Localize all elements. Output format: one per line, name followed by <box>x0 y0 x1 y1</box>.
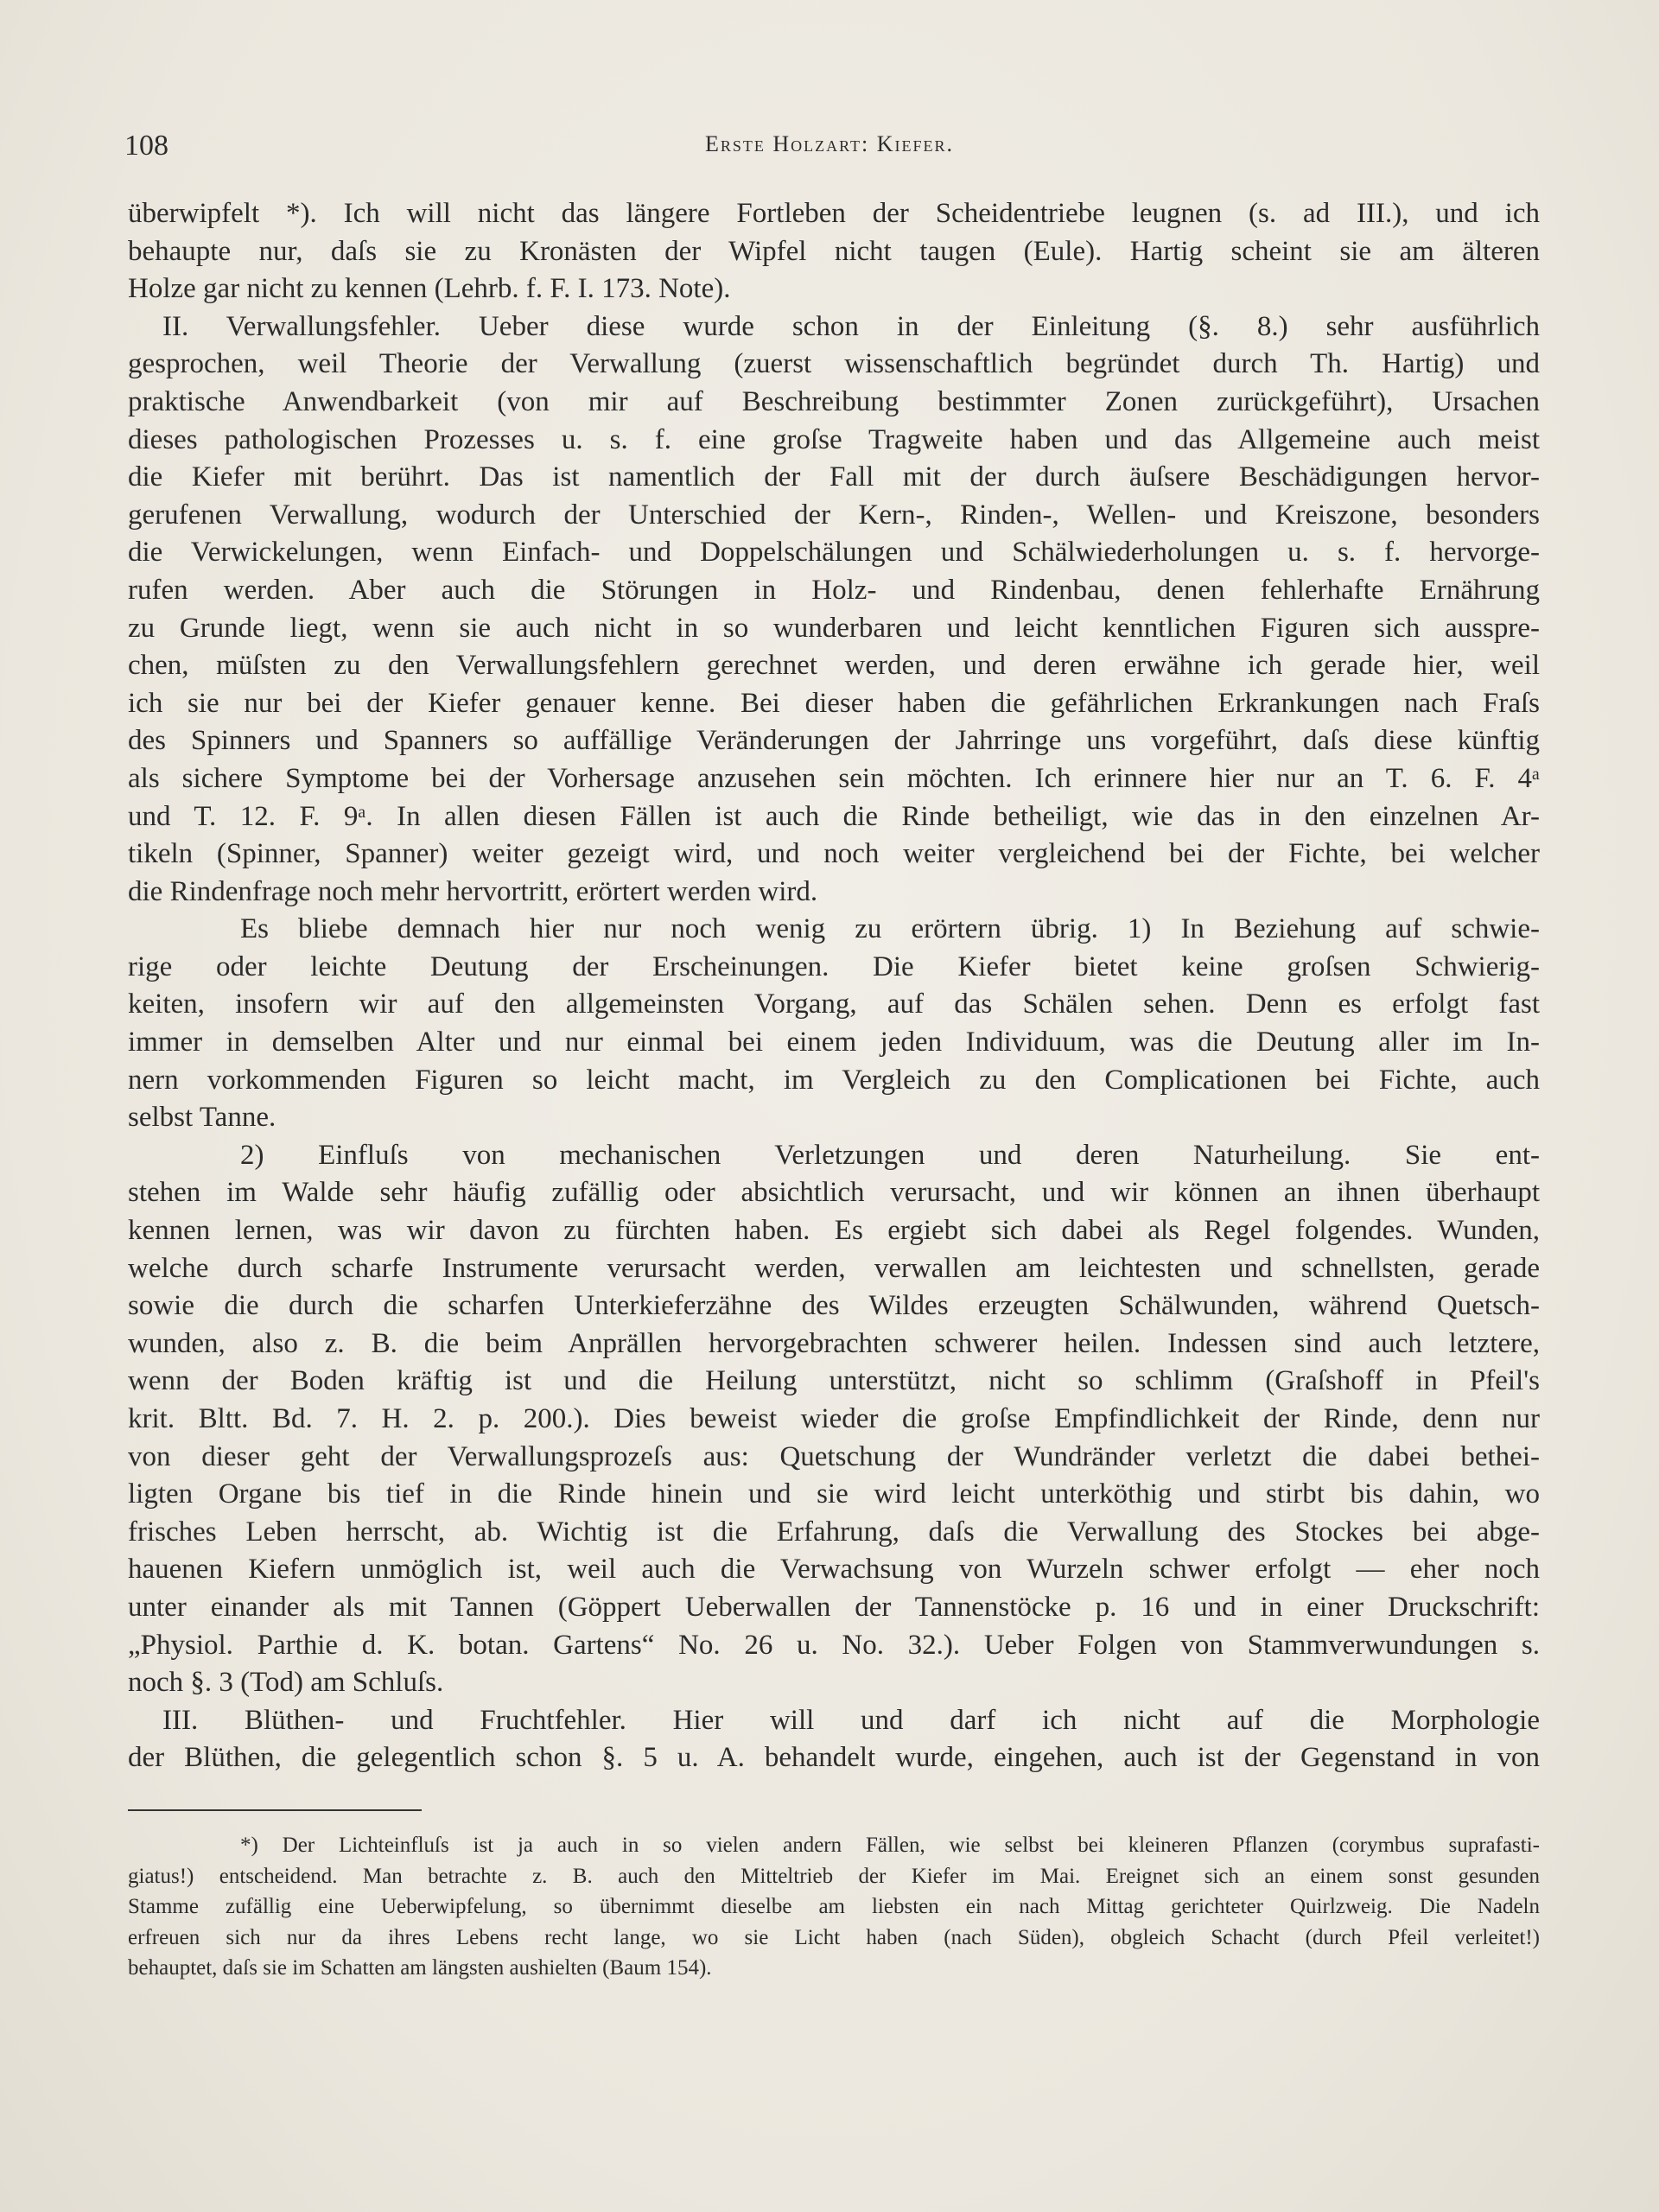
text-line: als sichere Symptome bei der Vorhersage anzusehen sein möchten. Ich erinnere hier nur an T. 6. F. 4ᵃ <box>128 762 1540 794</box>
footnote-line: erfreuen sich nur da ihres Lebens recht lange, wo sie Licht haben (nach Süden), obgleich Schacht (durch Pfeil verleitet!) <box>128 1925 1540 1949</box>
text-line: überwipfelt *). Ich will nicht das längere Fortleben der Scheidentriebe leugnen (s. ad III.), und ich <box>128 198 1540 229</box>
text-line: gesprochen, weil Theorie der Verwallung (zuerst wissenschaftlich begründet durch Th. Hartig) und <box>128 348 1540 380</box>
footnote-line: Stamme zufällig eine Ueberwipfelung, so übernimmt dieselbe am liebsten ein nach Mittag gerichteter Quirlzweig. Die Nadeln <box>128 1895 1540 1918</box>
text-line: ligten Organe bis tief in die Rinde hinein und sie wird leicht unterköthig und stirbt bis dahin, wo <box>128 1478 1540 1510</box>
text-line: von dieser geht der Verwallungsprozeſs aus: Quetschung der Wundränder verletzt die dabei bethei- <box>128 1440 1540 1472</box>
text-line: nern vorkommenden Figuren so leicht macht, im Vergleich zu den Complicationen bei Fichte, auch <box>128 1064 1540 1096</box>
text-line: Holze gar nicht zu kennen (Lehrb. f. F. I. 173. Note). <box>128 273 731 305</box>
text-line: des Spinners und Spanners so auffällige Veränderungen der Jahrringe uns vorgeführt, daſs diese künftig <box>128 725 1540 757</box>
text-line: welche durch scharfe Instrumente verursacht werden, verwallen am leichtesten und schnellsten, gerade <box>128 1252 1540 1284</box>
text-line: rufen werden. Aber auch die Störungen in Holz- und Rindenbau, denen fehlerhafte Ernährung <box>128 574 1540 606</box>
text-line: noch §. 3 (Tod) am Schluſs. <box>128 1667 444 1699</box>
text-line: die Verwickelungen, wenn Einfach- und Doppelschälungen und Schälwiederholungen u. s. f. hervorge- <box>128 537 1540 569</box>
text-line: Es bliebe demnach hier nur noch wenig zu erörtern übrig. 1) In Beziehung auf schwie- <box>240 913 1540 945</box>
text-line: immer in demselben Alter und nur einmal bei einem jeden Individuum, was die Deutung aller im In- <box>128 1027 1540 1058</box>
text-line: „Physiol. Parthie d. K. botan. Gartens“ No. 26 u. No. 32.). Ueber Folgen von Stammverwundungen s. <box>128 1629 1540 1661</box>
text-line: wenn der Boden kräftig ist und die Heilung unterstützt, nicht so schlimm (Graſshoff in Pfeil's <box>128 1365 1540 1397</box>
text-line: III. Blüthen- und Fruchtfehler. Hier will und darf ich nicht auf die Morphologie <box>162 1704 1540 1736</box>
footnote-line: *) Der Lichteinfluſs ist ja auch in so vielen andern Fällen, wie selbst bei kleineren Pflanzen (corymbus suprafasti- <box>240 1834 1540 1857</box>
text-line: II. Verwallungsfehler. Ueber diese wurde schon in der Einleitung (§. 8.) sehr ausführlich <box>162 310 1540 342</box>
body-text <box>128 195 1540 1777</box>
text-line: und T. 12. F. 9ᵃ. In allen diesen Fällen ist auch die Rinde betheiligt, wie das in den einzelnen Ar- <box>128 800 1540 832</box>
text-line: dieses pathologischen Prozesses u. s. f. eine groſse Tragweite haben und das Allgemeine auch meist <box>128 423 1540 455</box>
text-line: kennen lernen, was wir davon zu fürchten haben. Es ergiebt sich dabei als Regel folgendes. Wunden, <box>128 1215 1540 1247</box>
text-line: keiten, insofern wir auf den allgemeinsten Vorgang, auf das Schälen sehen. Denn es erfolgt fast <box>128 988 1540 1020</box>
footnote-line: giatus!) entscheidend. Man betrachte z. B. auch den Mitteltrieb der Kiefer im Mai. Ereignet sich an einem sonst gesunden <box>128 1864 1540 1888</box>
text-line: frisches Leben herrscht, ab. Wichtig ist die Erfahrung, daſs die Verwallung des Stockes bei abge- <box>128 1516 1540 1548</box>
text-line: chen, müſsten zu den Verwallungsfehlern gerechnet werden, und deren erwähne ich gerade hier, weil <box>128 650 1540 682</box>
text-line: ich sie nur bei der Kiefer genauer kenne. Bei dieser haben die gefährlichen Erkrankungen nach Fraſs <box>128 687 1540 719</box>
text-line: gerufenen Verwallung, wodurch der Unterschied der Kern-, Rinden-, Wellen- und Kreiszone, besonders <box>128 499 1540 531</box>
text-line: der Blüthen, die gelegentlich schon §. 5 u. A. behandelt wurde, eingehen, auch ist der Gegenstand in von <box>128 1742 1540 1774</box>
text-line: tikeln (Spinner, Spanner) weiter gezeigt wird, und noch weiter vergleichend bei der Fichte, bei welcher <box>128 838 1540 870</box>
text-line: stehen im Walde sehr häufig zufällig oder absichtlich verursacht, und wir können an ihnen überhaupt <box>128 1177 1540 1209</box>
text-line: die Rindenfrage noch mehr hervortritt, erörtert werden wird. <box>128 875 818 907</box>
text-line: wunden, also z. B. die beim Anprällen hervorgebrachten schwerer heilen. Indessen sind auch letztere, <box>128 1327 1540 1359</box>
page-header <box>121 130 1538 173</box>
footnote-divider <box>128 1809 422 1811</box>
text-line: rige oder leichte Deutung der Erscheinungen. Die Kiefer bietet keine groſsen Schwierig- <box>128 950 1540 982</box>
page-number: 108 <box>124 130 168 162</box>
text-line: krit. Bltt. Bd. 7. H. 2. p. 200.). Dies beweist wieder die groſse Empfindlichkeit der Rinde, denn nur <box>128 1403 1540 1434</box>
text-line: unter einander als mit Tannen (Göppert Ueberwallen der Tannenstöcke p. 16 und in einer Druckschrift: <box>128 1591 1540 1623</box>
text-line: 2) Einfluſs von mechanischen Verletzungen und deren Naturheilung. Sie ent- <box>240 1139 1540 1171</box>
text-line: zu Grunde liegt, wenn sie auch nicht in so wunderbaren und leicht kenntlichen Figuren sich ausspre- <box>128 612 1540 644</box>
text-line: praktische Anwendbarkeit (von mir auf Beschreibung bestimmter Zonen zurückgeführt), Ursachen <box>128 385 1540 417</box>
text-line: hauenen Kiefern unmöglich ist, weil auch die Verwachsung von Wurzeln schwer erfolgt — eher noch <box>128 1554 1540 1586</box>
text-line: selbst Tanne. <box>128 1102 276 1134</box>
text-line: sowie die durch die scharfen Unterkieferzähne des Wildes erzeugten Schälwunden, während Quetsch- <box>128 1290 1540 1322</box>
text-line: die Kiefer mit berührt. Das ist namentlich der Fall mit der durch äuſsere Beschädigungen hervor- <box>128 461 1540 493</box>
text-line: behaupte nur, daſs sie zu Kronästen der Wipfel nicht taugen (Eule). Hartig scheint sie am älteren <box>128 235 1540 267</box>
footnote <box>128 1830 1540 1984</box>
footnote-line: behauptet, daſs sie im Schatten am längsten aushielten (Baum 154). <box>128 1956 712 1980</box>
running-head: Erste Holzart: Kiefer. <box>704 131 955 156</box>
